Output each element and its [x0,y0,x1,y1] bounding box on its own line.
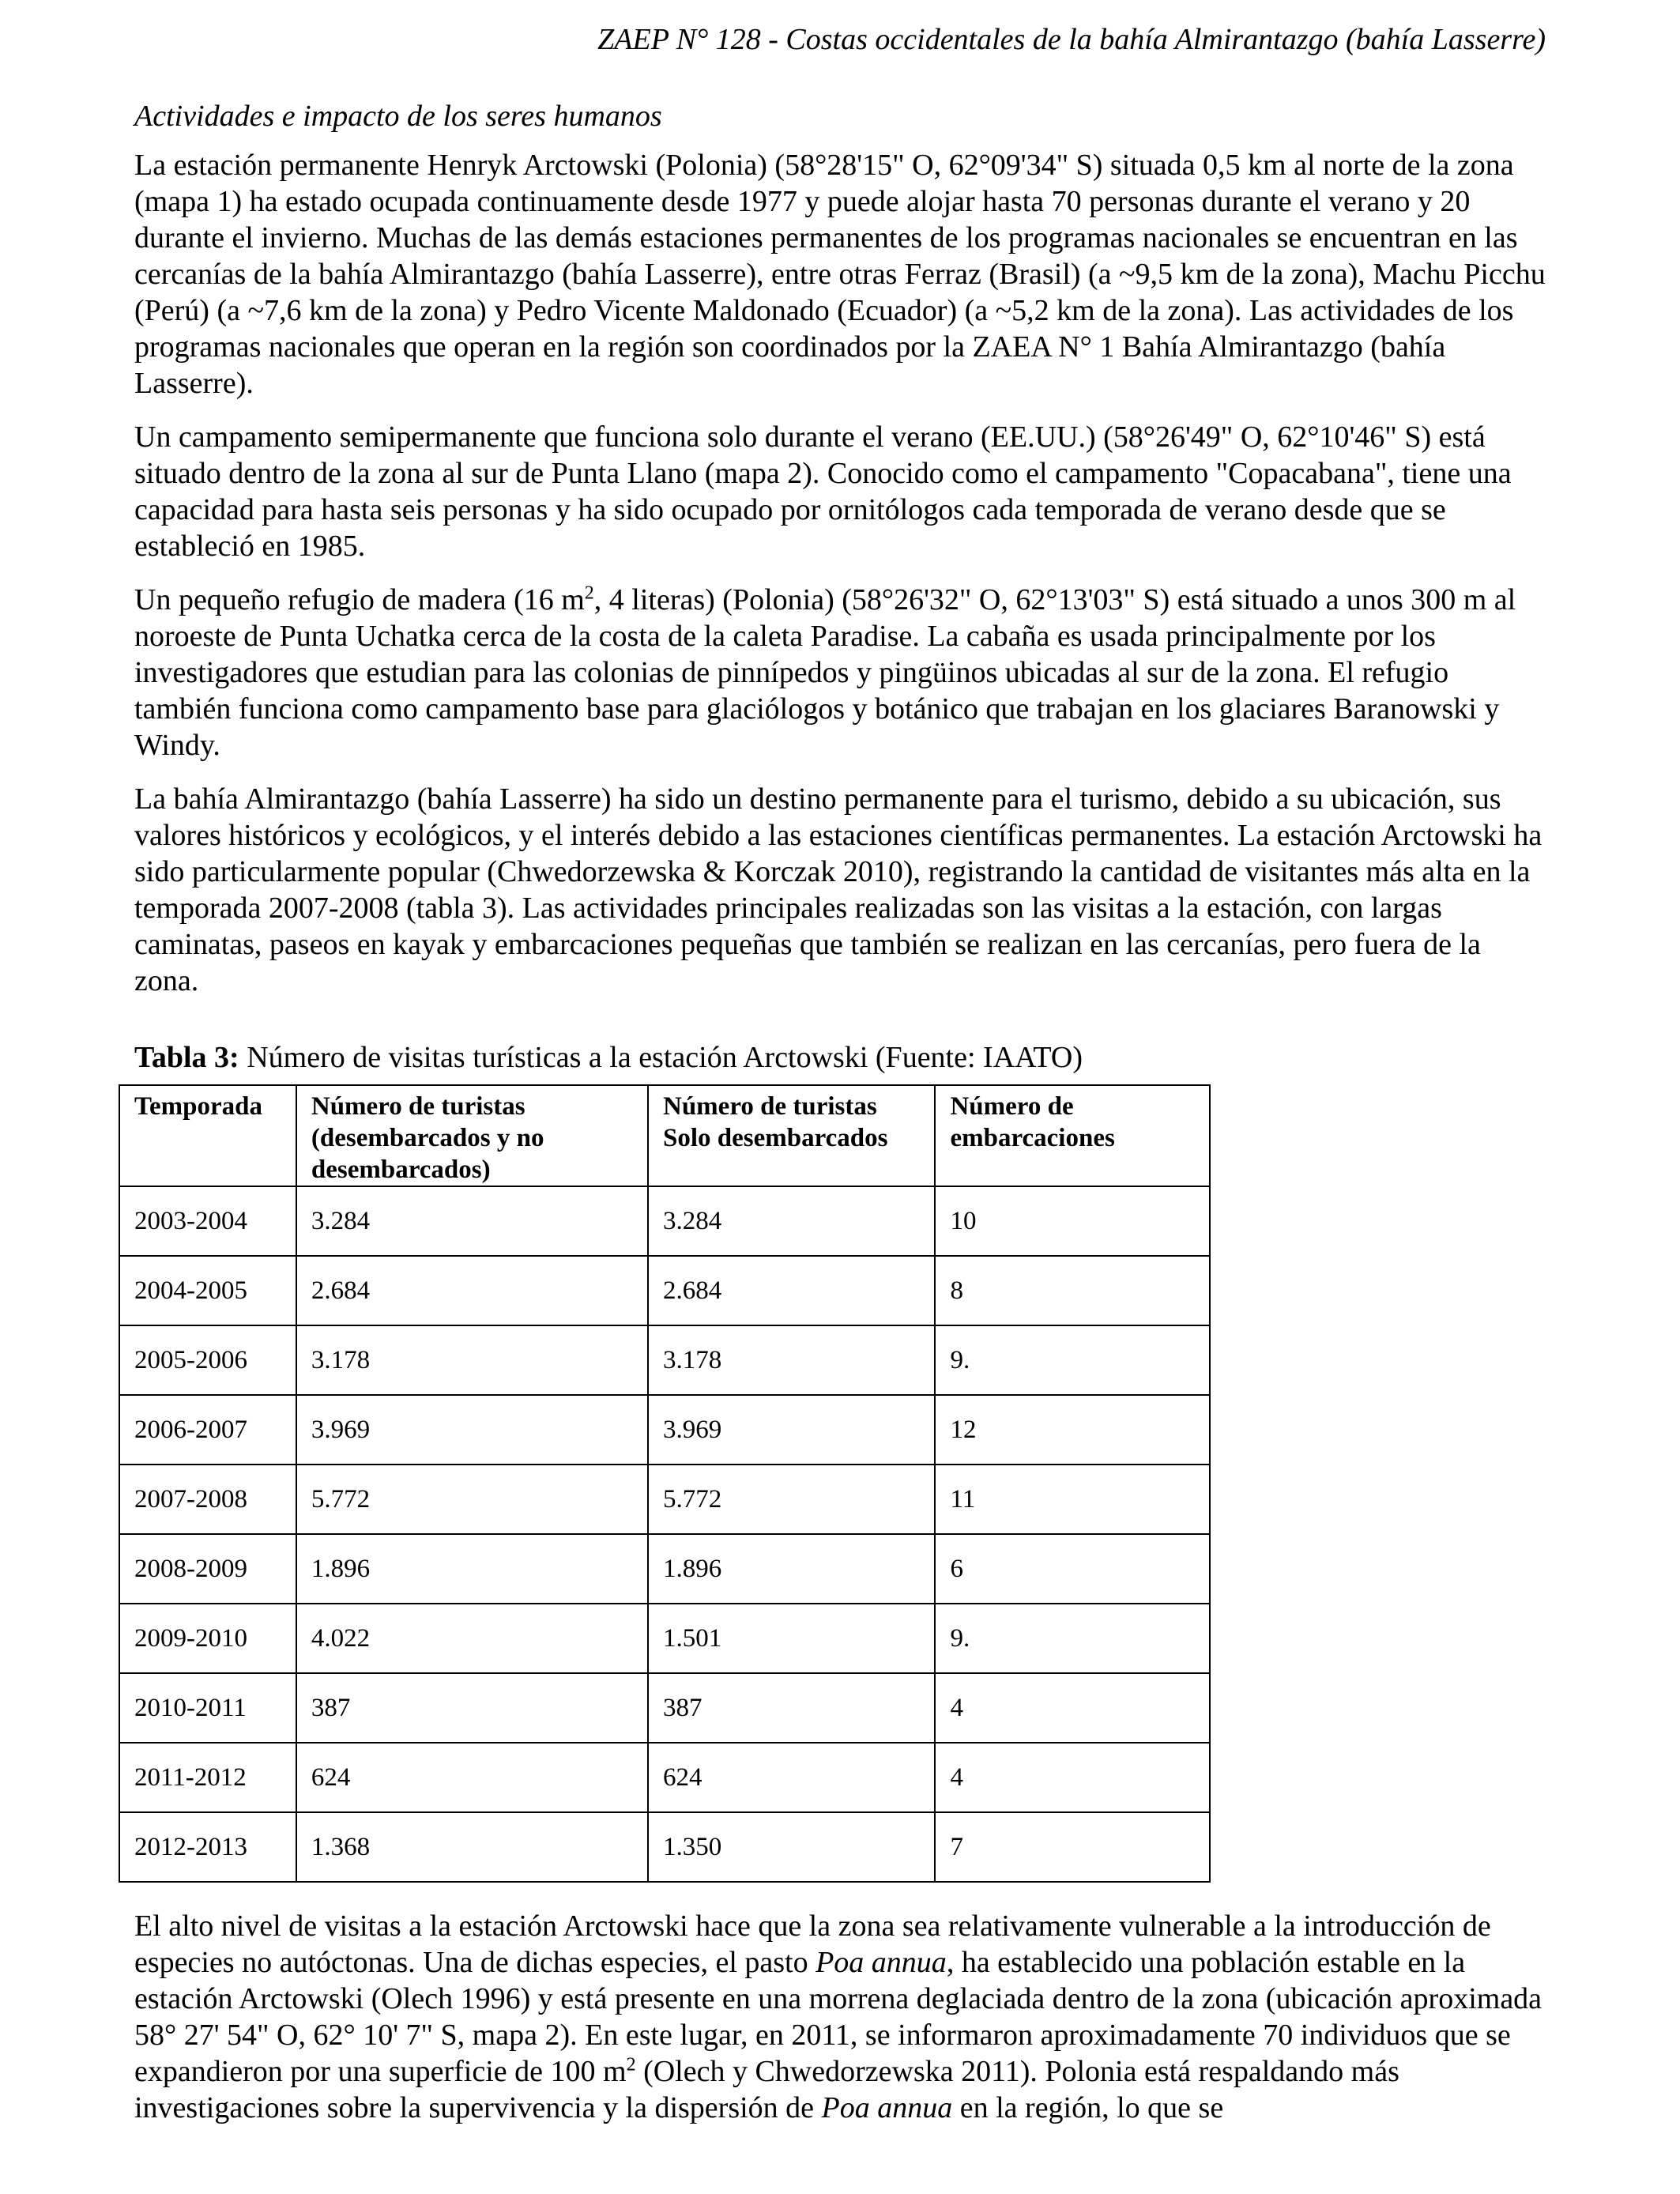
cell-total: 1.368 [296,1812,648,1882]
paragraph-3-part-b: , 4 literas) (Polonia) (58°26'32" O, 62°13'03" S) está situado a unos 300 m al noroeste de Punta Uchatka cerca de la costa de la caleta Paradise. La cabaña es usada principalmente por los investigadores que estudian para las colonias de pinnípedos y pingüinos ubicadas al sur de la zona. El refugio también funciona como campamento base para glaciólogos y botánico que trabajan en los glaciares Baranowski y Windy. [134,583,1516,762]
cell-vessels: 8 [935,1256,1210,1325]
header-total-tourists: Número de turistas (desembarcados y no desembarcados) [296,1085,648,1186]
table-header-row [119,1085,1210,1186]
header-landed-tourists: Número de turistas Solo desembarcados [648,1085,935,1186]
cell-landed: 2.684 [648,1256,935,1325]
cell-landed: 5.772 [648,1465,935,1534]
paragraph-5-part-d: en la región, lo que se [952,2091,1224,2124]
table-row [119,1465,1210,1534]
cell-vessels: 6 [935,1534,1210,1604]
cell-total: 624 [296,1743,648,1812]
cell-vessels: 4 [935,1743,1210,1812]
cell-season: 2008-2009 [119,1534,296,1604]
paragraph-1: La estación permanente Henryk Arctowski (Polonia) (58°28'15" O, 62°09'34" S) situada 0,5 km al norte de la zona (mapa 1) ha estado ocupada continuamente desde 1977 y puede alojar hasta 70 personas durante el verano y 20 durante el invierno. Muchas de las demás estaciones permanentes de los programas nacionales se encuentran en las cercanías de la bahía Almirantazgo (bahía Lasserre), entre otras Ferraz (Brasil) (a ~9,5 km de la zona), Machu Picchu (Perú) (a ~7,6 km de la zona) y Pedro Vicente Maldonado (Ecuador) (a ~5,2 km de la zona). Las actividades de los programas nacionales que operan en la región son coordinados por la ZAEA N° 1 Bahía Almirantazgo (bahía Lasserre). [134,149,1546,400]
cell-total: 3.969 [296,1395,648,1465]
species-name: Poa annua [821,2091,953,2124]
section-title: Actividades e impacto de los seres humanos [134,100,662,133]
cell-vessels: 9. [935,1325,1210,1395]
document-body [134,93,1549,2143]
table-row [119,1673,1210,1743]
table-row [119,1186,1210,1256]
species-name: Poa annua [816,1946,947,1979]
paragraph-3-part-a: Un pequeño refugio de madera (16 m [134,583,585,616]
cell-total: 5.772 [296,1465,648,1534]
cell-total: 4.022 [296,1604,648,1673]
page-header: ZAEP N° 128 - Costas occidentales de la bahía Almirantazgo (bahía Lasserre) [597,23,1546,56]
cell-total: 3.284 [296,1186,648,1256]
paragraph-5-part-a: El alto nivel de visitas a la estación Arctowski hace que la zona sea relativamente vulnerable a la introducción de especies no autóctonas. Una de dichas especies, el pasto [134,1909,1491,1979]
cell-vessels: 11 [935,1465,1210,1534]
table-row [119,1256,1210,1325]
header-season: Temporada [119,1085,296,1186]
visits-table [119,1084,1211,1883]
cell-total: 3.178 [296,1325,648,1395]
cell-season: 2007-2008 [119,1465,296,1534]
paragraph-5 [134,1908,1549,2126]
cell-landed: 3.969 [648,1395,935,1465]
table-caption-text: Número de visitas turísticas a la estación Arctowski (Fuente: IAATO) [239,1041,1083,1074]
cell-total: 2.684 [296,1256,648,1325]
cell-season: 2003-2004 [119,1186,296,1256]
cell-season: 2009-2010 [119,1604,296,1673]
cell-landed: 1.350 [648,1812,935,1882]
cell-vessels: 10 [935,1186,1210,1256]
cell-season: 2004-2005 [119,1256,296,1325]
table-caption-label: Tabla 3: [134,1041,239,1074]
cell-season: 2010-2011 [119,1673,296,1743]
cell-season: 2012-2013 [119,1812,296,1882]
cell-vessels: 4 [935,1673,1210,1743]
paragraph-4: La bahía Almirantazgo (bahía Lasserre) ha sido un destino permanente para el turismo, debido a su ubicación, sus valores históricos y ecológicos, y el interés debido a las estaciones científicas permanentes. La estación Arctowski ha sido particularmente popular (Chwedorzewska & Korczak 2010), registrando la cantidad de visitantes más alta en la temporada 2007-2008 (tabla 3). Las actividades principales realizadas son las visitas a la estación, con largas caminatas, paseos en kayak y embarcaciones pequeñas que también se realizan en las cercanías, pero fuera de la zona. [134,782,1543,997]
cell-landed: 1.501 [648,1604,935,1673]
cell-landed: 1.896 [648,1534,935,1604]
cell-vessels: 9. [935,1604,1210,1673]
cell-total: 1.896 [296,1534,648,1604]
superscript-2: 2 [626,2054,636,2075]
table-row [119,1743,1210,1812]
paragraph-5-part-b: , ha establecido una población estable en la estación Arctowski (Olech 1996) y está presente en una morrena deglaciada dentro de la zona (ubicación aproximada 58° 27' 54" O, 62° 10' 7" S, mapa 2). En este lugar, en 2011, se informaron aproximadamente 70 individuos que se expandieron por una superficie de 100 m [134,1946,1543,2088]
cell-landed: 3.284 [648,1186,935,1256]
paragraph-5-part-c: (Olech y Chwedorzewska 2011). Polonia está respaldando más investigaciones sobre la supervivencia y la dispersión de [134,2055,1399,2124]
cell-total: 387 [296,1673,648,1743]
table-row [119,1395,1210,1465]
table-row [119,1325,1210,1395]
table-row [119,1812,1210,1882]
cell-season: 2006-2007 [119,1395,296,1465]
header-vessels: Número de embarcaciones [935,1085,1210,1186]
cell-vessels: 12 [935,1395,1210,1465]
cell-season: 2011-2012 [119,1743,296,1812]
superscript-2: 2 [584,582,594,604]
cell-landed: 624 [648,1743,935,1812]
table-row [119,1534,1210,1604]
cell-season: 2005-2006 [119,1325,296,1395]
paragraph-2: Un campamento semipermanente que funciona solo durante el verano (EE.UU.) (58°26'49" O, 62°10'46" S) está situado dentro de la zona al sur de Punta Llano (mapa 2). Conocido como el campamento "Copacabana", tiene una capacidad para hasta seis personas y ha sido ocupado por ornitólogos cada temporada de verano desde que se estableció en 1985. [134,420,1512,563]
cell-landed: 3.178 [648,1325,935,1395]
table-caption [134,1037,1549,1078]
paragraph-3 [134,582,1549,763]
cell-landed: 387 [648,1673,935,1743]
cell-vessels: 7 [935,1812,1210,1882]
table-row [119,1604,1210,1673]
